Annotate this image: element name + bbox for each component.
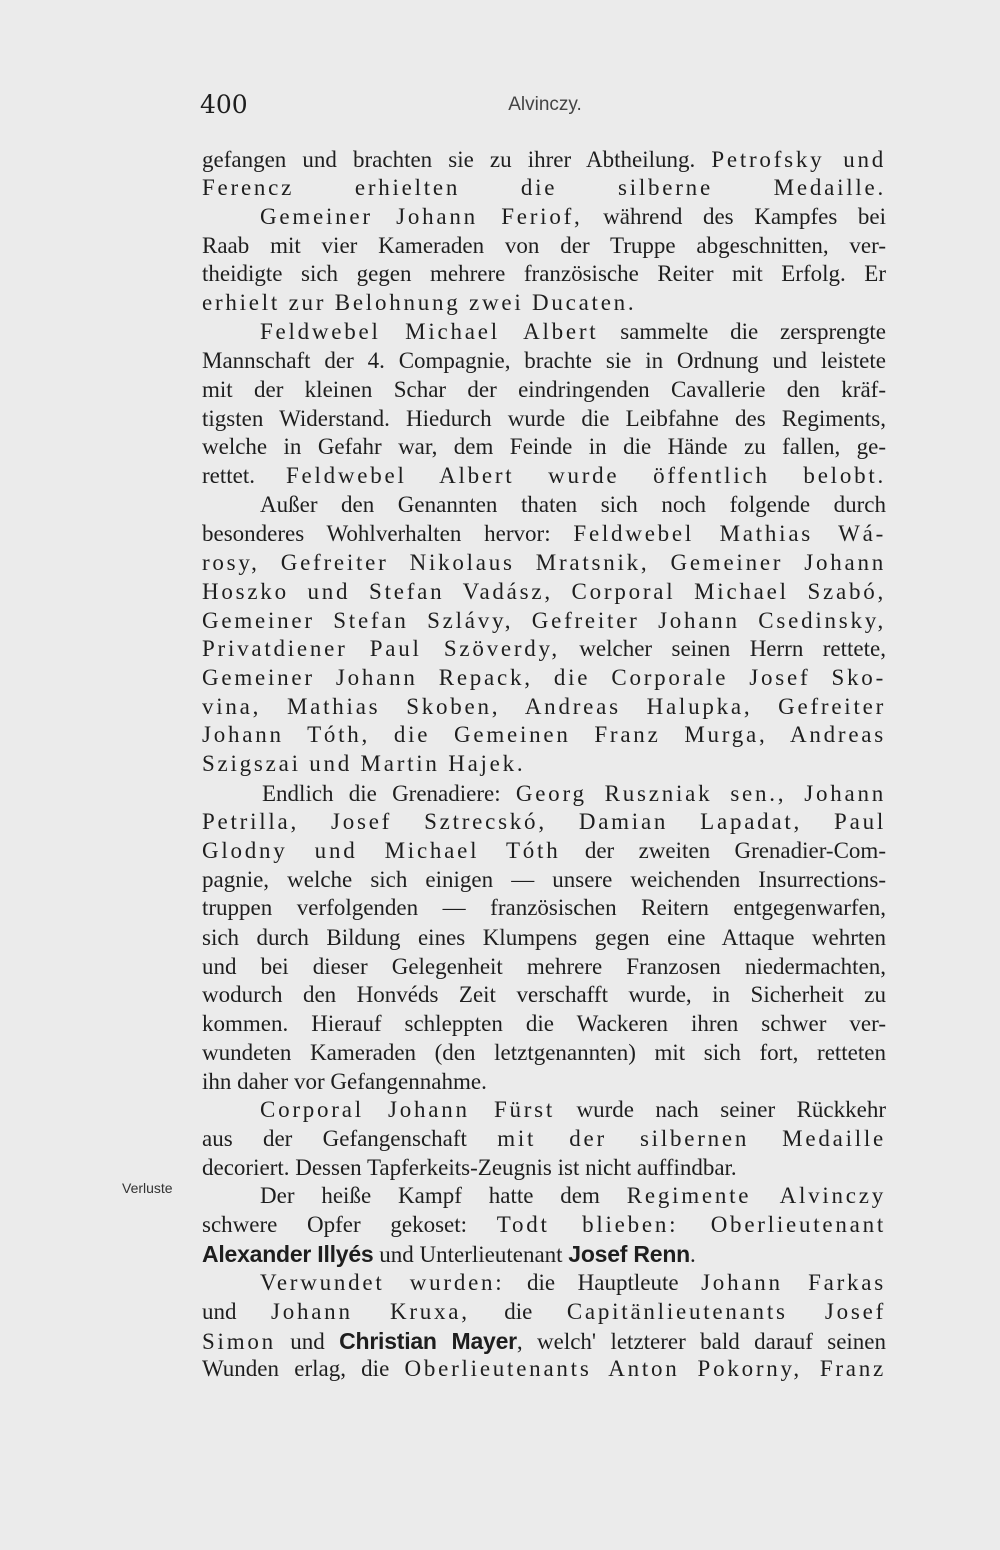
spaced-name: Petrofsky und [711, 147, 886, 172]
spaced-name: vina, Mathias Skoben, Andreas Halupka, Gefreiter [202, 694, 886, 719]
text-line [202, 1010, 886, 1038]
text-run: besonderes Wohlverhalten hervor: [202, 521, 574, 546]
text-line [202, 866, 886, 894]
text-line [260, 1096, 886, 1124]
spaced-name: Gemeiner Johann Feriof, [260, 204, 583, 229]
text-line [202, 232, 886, 260]
text-run: und Unterlieutenant [373, 1242, 569, 1267]
text-run: Wunden erlag, die [202, 1356, 405, 1381]
spaced-name: Corporal Johann Fürst [260, 1097, 556, 1122]
text-line [202, 1298, 886, 1326]
text-line [202, 1355, 886, 1383]
text-line [202, 347, 886, 375]
text-run: ihn daher vor Gefangennahme. [202, 1069, 487, 1094]
spaced-name: Glodny und Michael Tóth [202, 838, 561, 863]
text-run: sammelte die zersprengte [598, 319, 886, 344]
spaced-name: Feldwebel Albert wurde öffentlich belobt. [285, 463, 886, 488]
text-run: Raab mit vier Kameraden von der Truppe abgeschnitten, ver- [202, 233, 886, 258]
spaced-name: Simon [202, 1329, 276, 1354]
text-run: der zweiten Grenadier-Com- [560, 838, 886, 863]
spaced-name: Feldwebel Michael Albert [260, 319, 599, 344]
spaced-name: Szigszai und Martin Hajek. [202, 751, 526, 776]
text-run: decoriert. Dessen Tapferkeits-Zeugnis ist nicht auffindbar. [202, 1155, 737, 1180]
text-line [202, 578, 886, 606]
text-run: gefangen und brachten sie zu ihrer Abtheilung. [202, 147, 712, 172]
text-line [262, 780, 886, 808]
text-run: Endlich die Grenadiere: [262, 781, 516, 806]
text-line [202, 289, 886, 317]
text-run: welcher seinen Herrn rettete, [559, 636, 886, 661]
text-line [202, 750, 886, 778]
text-run: die Hauptleute [504, 1270, 702, 1295]
spaced-name: Capitänlieutenants Josef [566, 1299, 886, 1324]
text-line [202, 1068, 886, 1096]
text-line [260, 1182, 886, 1210]
text-line [202, 1125, 886, 1153]
text-line [202, 260, 886, 288]
text-line [202, 808, 886, 836]
spaced-name: mit der silbernen Medaille [497, 1126, 886, 1151]
text-line [202, 1211, 886, 1239]
text-line [202, 146, 886, 174]
page-header [200, 90, 890, 122]
text-run: kommen. Hierauf schleppten die Wackeren ihren schwer ver- [202, 1011, 886, 1036]
spaced-name: rosy, Gefreiter Nikolaus Mratsnik, Gemeiner Johann [202, 550, 886, 575]
text-line [260, 203, 886, 231]
spaced-name: Privatdiener Paul Szöverdy, [202, 636, 560, 661]
text-line [202, 520, 886, 548]
spaced-name: Ferencz erhielten die silberne Medaille. [202, 175, 886, 200]
bold-name: Christian Mayer [339, 1328, 517, 1354]
text-line [202, 924, 886, 952]
text-run: die [469, 1299, 567, 1324]
text-line [202, 953, 886, 981]
text-line [202, 693, 886, 721]
text-line [260, 318, 886, 346]
text-line [260, 1269, 886, 1297]
spaced-name: erhielt zur Belohnung zwei Ducaten. [202, 290, 637, 315]
text-line [260, 491, 886, 519]
text-line [202, 1327, 886, 1355]
text-run: Mannschaft der 4. Compagnie, brachte sie in Ordnung und leistete [202, 348, 886, 373]
text-run: wundeten Kameraden (den letztgenannten) mit sich fort, retteten [202, 1040, 886, 1065]
text-run: . [689, 1242, 696, 1267]
spaced-name: Todt blieben: Oberlieutenant [496, 1212, 886, 1237]
text-run: tigsten Widerstand. Hiedurch wurde die Leibfahne des Regiments, [202, 406, 886, 431]
spaced-name: Johann Kruxa, [270, 1299, 470, 1324]
text-run: Außer den Genannten thaten sich noch folgende durch [260, 492, 886, 517]
text-run: und bei dieser Gelegenheit mehrere Franzosen niedermachten, [202, 954, 886, 979]
spaced-name: Verwundet wurden: [260, 1270, 505, 1295]
text-run: wurde nach seiner Rückkehr [555, 1097, 886, 1122]
text-line [202, 1039, 886, 1067]
text-line [202, 721, 886, 749]
text-run: welche in Gefahr war, dem Feinde in die Hände zu fallen, ge- [202, 434, 886, 459]
text-line [202, 376, 886, 404]
bold-name: Alexander Illyés [202, 1241, 374, 1267]
text-run: , welch' letzterer bald darauf seinen [516, 1329, 886, 1354]
text-run: pagnie, welche sich einigen — unsere weichenden Insurrections- [202, 867, 886, 892]
spaced-name: Hoszko und Stefan Vadász, Corporal Michael Szabó, [202, 579, 886, 604]
text-run: rettet. [202, 463, 286, 488]
text-line [202, 607, 886, 635]
spaced-name: Petrilla, Josef Sztrecskó, Damian Lapadat, Paul [202, 809, 886, 834]
text-line [202, 1240, 886, 1268]
spaced-name: Georg Rusznіak sen., Johann [515, 781, 886, 806]
text-run: truppen verfolgenden — französischen Reitern entgegenwarfen, [202, 895, 886, 920]
bold-name: Josef Renn [568, 1241, 690, 1267]
spaced-name: Johann Tóth, die Gemeinen Franz Murga, Andreas [202, 722, 886, 747]
text-line [202, 549, 886, 577]
text-run: sich durch Bildung eines Klumpens gegen eine Attaque wehrten [202, 925, 886, 950]
text-run: Der heiße Kampf hatte dem [260, 1183, 627, 1208]
text-line [202, 664, 886, 692]
spaced-name: Oberlieutenants Anton Pokorny, Franz [404, 1356, 886, 1381]
text-run: und [275, 1329, 340, 1354]
text-run: während des Kampfes bei [582, 204, 886, 229]
text-line [202, 174, 886, 202]
text-run: aus der Gefangenschaft [202, 1126, 498, 1151]
text-run: wodurch den Honvéds Zeit verschafft wurde, in Sicherheit zu [202, 982, 886, 1007]
text-run: schwere Opfer gekoset: [202, 1212, 497, 1237]
spaced-name: Gemeiner Stefan Szlávy, Gefreiter Johann Csedinsky, [202, 608, 886, 633]
spaced-name: Gemeiner Johann Repack, die Corporale Josef Sko- [202, 665, 886, 690]
text-run: und [202, 1299, 271, 1324]
spaced-name: Regimente Alvinczy [626, 1183, 886, 1208]
text-line [202, 405, 886, 433]
text-line [202, 433, 886, 461]
text-line [202, 1154, 886, 1182]
spaced-name: Johann Farkas [701, 1270, 886, 1295]
text-line [202, 981, 886, 1009]
text-line [202, 462, 886, 490]
text-line [202, 837, 886, 865]
page-number: 400 [200, 90, 248, 119]
spaced-name: Feldwebel Mathias Wá- [573, 521, 886, 546]
margin-note: Verluste [122, 1180, 173, 1196]
text-line [202, 894, 886, 922]
text-run: mit der kleinen Schar der eindringenden Cavallerie den kräf- [202, 377, 886, 402]
running-head: Alvinczy. [508, 94, 582, 115]
text-run: theidigte sich gegen mehrere französische Reiter mit Erfolg. Er [202, 261, 886, 286]
text-line [202, 635, 886, 663]
